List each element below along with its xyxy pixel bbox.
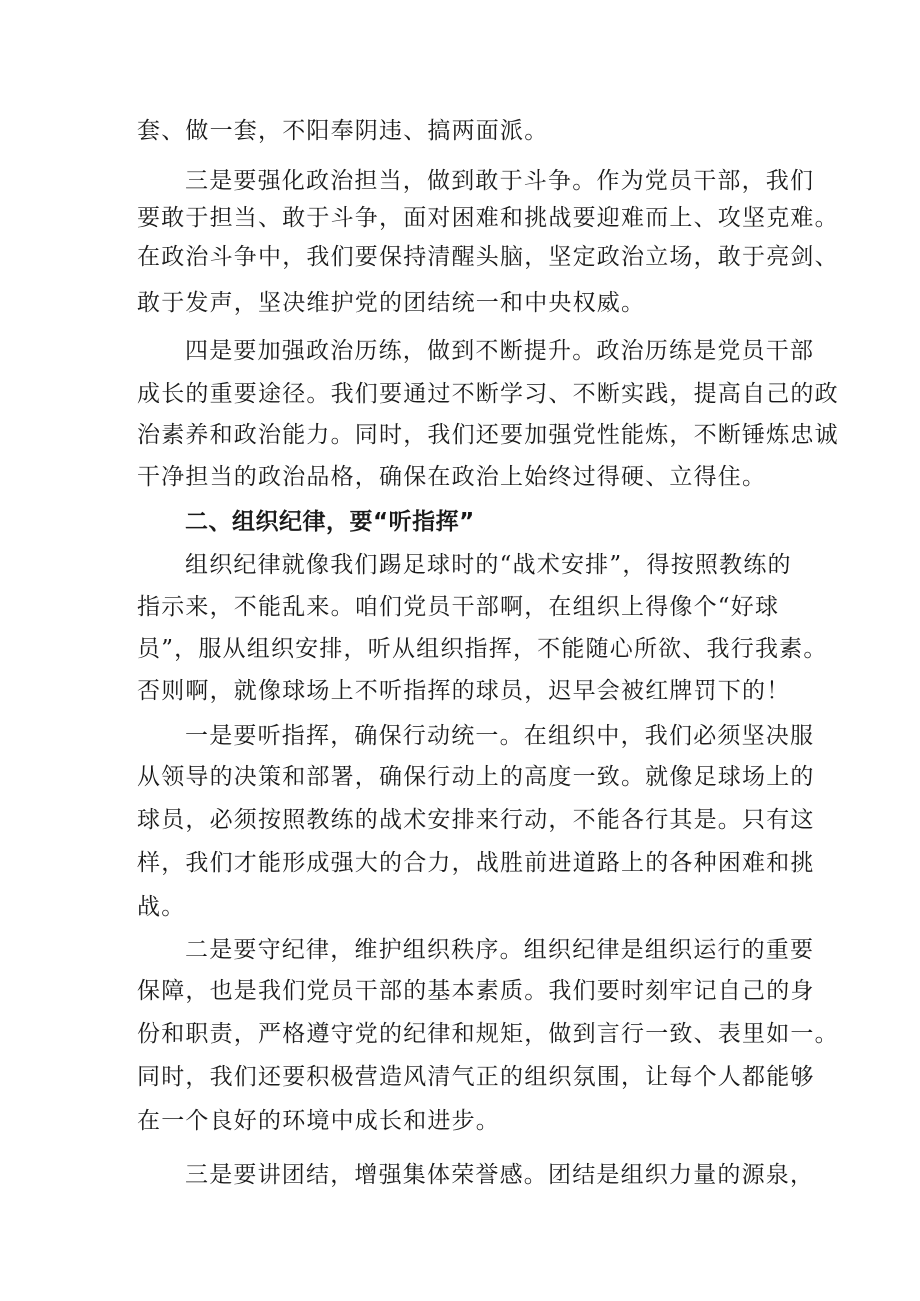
paragraph-first-line: 四是要加强政治历练，做到不断提升。政治历练是党员干部 bbox=[185, 338, 815, 364]
text-line: 在政治斗争中，我们要保持清醒头脑，坚定政治立场，敢于亮剑、 bbox=[137, 244, 839, 270]
text-line: 指示来，不能乱来。咱们党员干部啊，在组织上得像个“好球 bbox=[137, 594, 780, 620]
text-line: 在一个良好的环境中成长和进步。 bbox=[137, 1108, 500, 1134]
text-line: 干净担当的政治品格，确保在政治上始终过得硬、立得住。 bbox=[137, 464, 767, 490]
text-line: 样，我们才能形成强大的合力，战胜前进道路上的各种困难和挑 bbox=[137, 850, 815, 876]
paragraph-first-line: 三是要强化政治担当，做到敢于斗争。作为党员干部，我们 bbox=[185, 168, 815, 194]
paragraph-first-line: 三是要讲团结，增强集体荣誉感。团结是组织力量的源泉， bbox=[185, 1162, 815, 1188]
text-line: 从领导的决策和部署，确保行动上的高度一致。就像足球场上的 bbox=[137, 764, 815, 790]
text-line: 套、做一套，不阳奉阴违、搞两面派。 bbox=[137, 118, 549, 144]
text-line: 否则啊，就像球场上不听指挥的球员，迟早会被红牌罚下的！ bbox=[137, 678, 791, 704]
paragraph-first-line: 二是要守纪律，维护组织秩序。组织纪律是组织运行的重要 bbox=[185, 937, 815, 963]
paragraph-first-line: 一是要听指挥，确保行动统一。在组织中，我们必须坚决服 bbox=[185, 723, 815, 749]
text-line: 员”，服从组织安排，听从组织指挥，不能随心所欲、我行我素。 bbox=[137, 636, 828, 662]
text-line: 成长的重要途径。我们要通过不断学习、不断实践，提高自己的政 bbox=[137, 381, 839, 407]
text-line: 同时，我们还要积极营造风清气正的组织氛围，让每个人都能够 bbox=[137, 1064, 815, 1090]
text-line: 份和职责，严格遵守党的纪律和规矩，做到言行一致、表里如一。 bbox=[137, 1021, 839, 1047]
paragraph-first-line: 组织纪律就像我们踢足球时的“战术安排”，得按照教练的 bbox=[185, 552, 792, 578]
text-line: 敢于发声，坚决维护党的团结统一和中央权威。 bbox=[137, 290, 646, 316]
section-heading: 二、组织纪律，要“听指挥” bbox=[185, 509, 475, 535]
text-line: 要敢于担当、敢于斗争，面对困难和挑战要迎难而上、攻坚克难。 bbox=[137, 205, 839, 231]
text-line: 治素养和政治能力。同时，我们还要加强党性能炼，不断锤炼忠诚 bbox=[137, 422, 839, 448]
text-line: 战。 bbox=[137, 894, 186, 920]
text-line: 保障，也是我们党员干部的基本素质。我们要时刻牢记自己的身 bbox=[137, 978, 815, 1004]
text-line: 球员，必须按照教练的战术安排来行动，不能各行其是。只有这 bbox=[137, 807, 815, 833]
